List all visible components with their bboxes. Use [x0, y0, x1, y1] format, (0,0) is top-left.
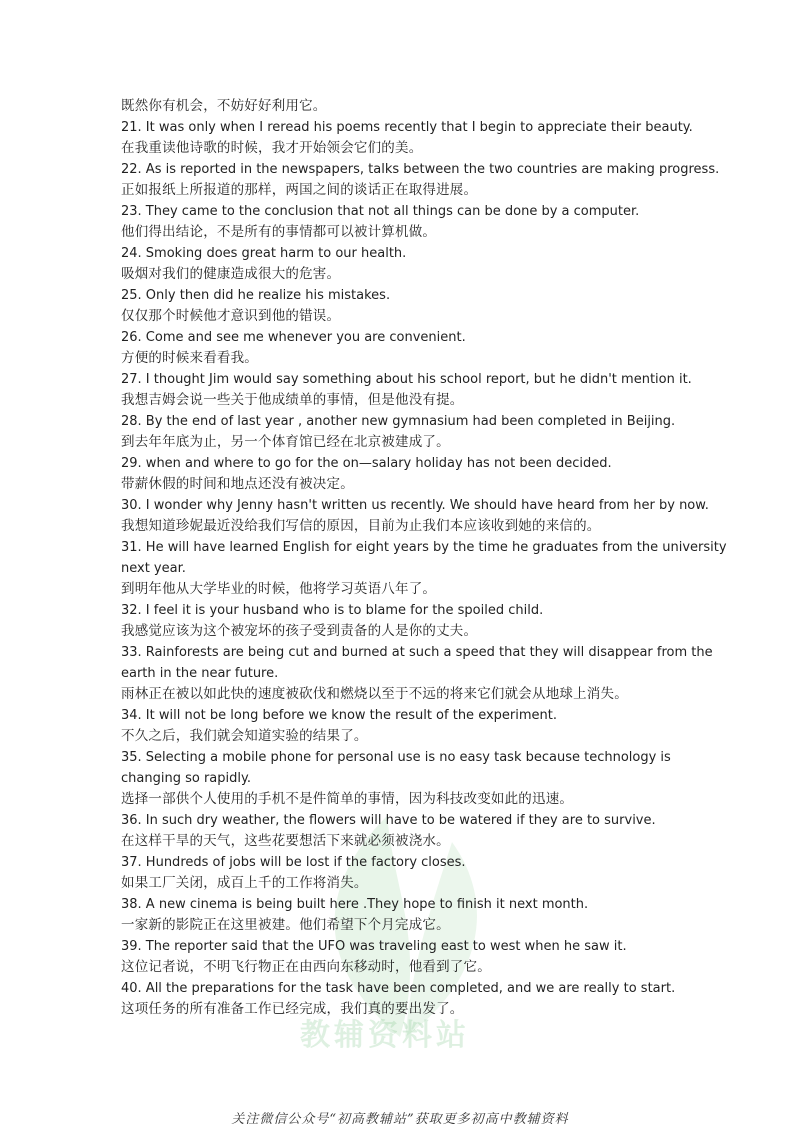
sentence-line: 22. As is reported in the newspapers, talks between the two countries are making progress. [121, 162, 720, 177]
translation-line: 到去年年底为止，另一个体育馆已经在北京被建成了。 [121, 434, 450, 450]
sentence-line: 21. It was only when I reread his poems recently that I begin to appreciate their beauty. [121, 120, 693, 135]
sentence-line: 31. He will have learned English for eight years by the time he graduates from the university [121, 540, 727, 555]
translation-line: 我想知道珍妮最近没给我们写信的原因，目前为止我们本应该收到她的来信的。 [121, 518, 601, 534]
sentence-line: 23. They came to the conclusion that not all things can be done by a computer. [121, 204, 640, 219]
translation-line: 正如报纸上所报道的那样，两国之间的谈话正在取得进展。 [121, 182, 478, 198]
translation-line: 方便的时候来看看我。 [121, 350, 258, 366]
translation-line: 这位记者说，不明飞行物正在由西向东移动时，他看到了它。 [121, 959, 491, 975]
translation-line: 到明年他从大学毕业的时候，他将学习英语八年了。 [121, 581, 437, 597]
sentence-line: 24. Smoking does great harm to our health. [121, 246, 407, 261]
sentence-line: 32. I feel it is your husband who is to blame for the spoiled child. [121, 603, 544, 618]
sentence-line: 25. Only then did he realize his mistakes. [121, 288, 391, 303]
sentence-line: changing so rapidly. [121, 771, 251, 786]
translation-line: 仅仅那个时候他才意识到他的错误。 [121, 308, 341, 324]
sentence-line: 34. It will not be long before we know the result of the experiment. [121, 708, 557, 723]
watermark-text: 教辅资料站 [300, 1018, 470, 1053]
document-body [121, 96, 727, 1020]
translation-line: 既然你有机会，不妨好好利用它。 [121, 98, 327, 114]
page-footer: 关注微信公众号“初高教辅站”获取更多初高中教辅资料 [231, 1112, 569, 1127]
sentence-line: 26. Come and see me whenever you are convenient. [121, 330, 466, 345]
sentence-line: 33. Rainforests are being cut and burned at such a speed that they will disappear from the [121, 645, 713, 660]
sentence-line: 30. I wonder why Jenny hasn't written us recently. We should have heard from her by now. [121, 498, 709, 513]
sentence-line: 35. Selecting a mobile phone for personal use is no easy task because technology is [121, 750, 671, 765]
sentence-line: 28. By the end of last year , another new gymnasium had been completed in Beijing. [121, 414, 676, 429]
translation-line: 在我重读他诗歌的时候，我才开始领会它们的美。 [121, 140, 423, 156]
translation-line: 一家新的影院正在这里被建。他们希望下个月完成它。 [121, 917, 450, 933]
translation-line: 雨林正在被以如此快的速度被砍伐和燃烧以至于不远的将来它们就会从地球上消失。 [121, 686, 628, 702]
sentence-line: next year. [121, 561, 186, 576]
translation-line: 如果工厂关闭，成百上千的工作将消失。 [121, 875, 368, 891]
sentence-line: earth in the near future. [121, 666, 279, 681]
sentence-line: 36. In such dry weather, the flowers will have to be watered if they are to survive. [121, 813, 656, 828]
translation-line: 我感觉应该为这个被宠坏的孩子受到责备的人是你的丈夫。 [121, 623, 478, 639]
translation-line: 带薪休假的时间和地点还没有被决定。 [121, 476, 354, 492]
translation-line: 选择一部供个人使用的手机不是件简单的事情，因为科技改变如此的迅速。 [121, 791, 574, 807]
translation-line: 在这样干旱的天气，这些花要想活下来就必须被浇水。 [121, 833, 450, 849]
translation-line: 我想吉姆会说一些关于他成绩单的事情，但是他没有提。 [121, 392, 464, 408]
translation-line: 吸烟对我们的健康造成很大的危害。 [121, 266, 341, 282]
translation-line: 不久之后，我们就会知道实验的结果了。 [121, 728, 368, 744]
sentence-line: 29. when and where to go for the on—salary holiday has not been decided. [121, 456, 612, 471]
translation-line: 他们得出结论，不是所有的事情都可以被计算机做。 [121, 224, 437, 240]
sentence-line: 39. The reporter said that the UFO was traveling east to west when he saw it. [121, 939, 627, 954]
translation-line: 这项任务的所有准备工作已经完成，我们真的要出发了。 [121, 1001, 464, 1017]
sentence-line: 27. I thought Jim would say something about his school report, but he didn't mention it. [121, 372, 692, 387]
sentence-line: 38. A new cinema is being built here .They hope to finish it next month. [121, 897, 589, 912]
sentence-line: 37. Hundreds of jobs will be lost if the factory closes. [121, 855, 466, 870]
sentence-line: 40. All the preparations for the task have been completed, and we are really to start. [121, 981, 676, 996]
